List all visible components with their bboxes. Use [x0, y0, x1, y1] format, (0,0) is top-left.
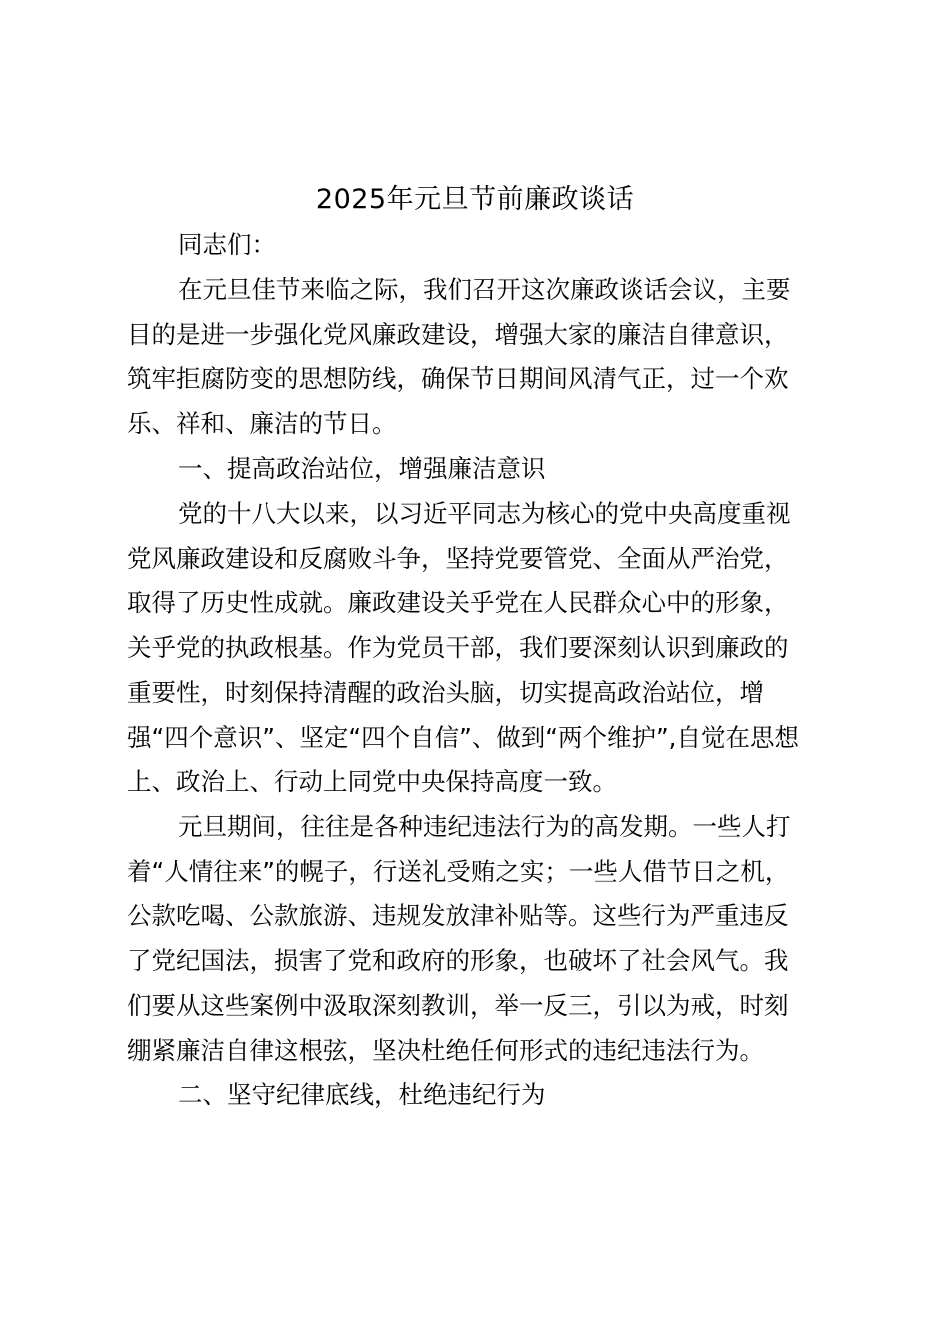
paragraph-line: 重要性，时刻保持清醒的政治头脑，切实提高政治站位，增	[127, 677, 764, 707]
section-heading-2: 二、坚守纪律底线，杜绝违纪行为	[178, 1080, 546, 1109]
paragraph-line: 了党纪国法，损害了党和政府的形象，也破坏了社会风气。我	[127, 946, 789, 976]
paragraph-line: 党的十八大以来，以习近平同志为核心的党中央高度重视	[178, 499, 791, 528]
intro-paragraph	[127, 268, 827, 447]
paragraph-line: 关乎党的执政根基。作为党员干部，我们要深刻认识到廉政的	[127, 633, 789, 663]
paragraph-line: 元旦期间，往往是各种违纪违法行为的高发期。一些人打	[178, 812, 791, 841]
document-title: 2025年元旦节前廉政谈话	[315, 184, 635, 215]
section1-paragraph-1	[127, 492, 827, 805]
paragraph-line: 上、政治上、行动上同党中央保持高度一致。	[127, 767, 617, 797]
greeting: 同志们：	[178, 230, 276, 259]
paragraph-line: 们要从这些案例中汲取深刻教训，举一反三，引以为戒，时刻	[127, 990, 789, 1020]
section-heading-1: 一、提高政治站位，增强廉洁意识	[178, 454, 546, 483]
paragraph-line: 公款吃喝、公款旅游、违规发放津补贴等。这些行为严重违反	[127, 901, 789, 931]
paragraph-line: 强“四个意识”、坚定“四个自信”、做到“两个维护”,自觉在思想	[127, 722, 799, 752]
paragraph-line: 绷紧廉洁自律这根弦，坚决杜绝任何形式的违纪违法行为。	[127, 1035, 764, 1065]
paragraph-line: 着“人情往来”的幌子，行送礼受贿之实；一些人借节日之机，	[127, 856, 790, 886]
section1-paragraph-2	[127, 805, 827, 1073]
paragraph-line: 在元旦佳节来临之际，我们召开这次廉政谈话会议，主要	[178, 275, 791, 304]
paragraph-line: 党风廉政建设和反腐败斗争，坚持党要管党、全面从严治党，	[127, 543, 789, 573]
paragraph-line: 目的是进一步强化党风廉政建设，增强大家的廉洁自律意识，	[127, 319, 789, 349]
paragraph-line: 筑牢拒腐防变的思想防线，确保节日期间风清气正，过一个欢	[127, 364, 789, 394]
paragraph-line: 取得了历史性成就。廉政建设关乎党在人民群众心中的形象，	[127, 588, 789, 618]
paragraph-line: 乐、祥和、廉洁的节日。	[127, 409, 397, 439]
